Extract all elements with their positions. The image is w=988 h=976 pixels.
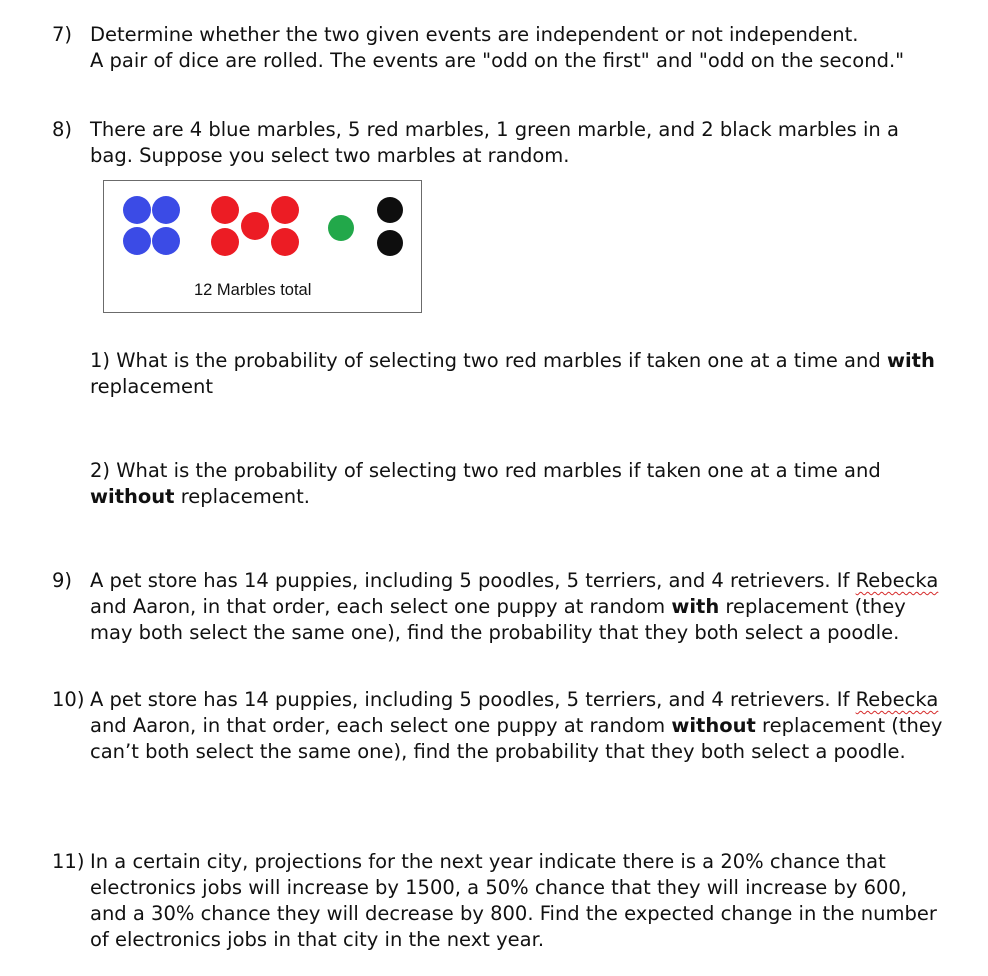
marbles-illustration	[103, 180, 422, 313]
black-marble	[377, 197, 403, 223]
question-text	[90, 484, 970, 510]
question-9	[52, 568, 962, 646]
question-text: electronics jobs will increase by 1500, a 50% chance that they will increase by 600,	[90, 876, 908, 899]
question-number: 8)	[52, 118, 73, 141]
red-marble	[271, 228, 299, 256]
question-7	[52, 22, 962, 74]
spellcheck-word: Rebecka	[855, 569, 939, 592]
question-number: 11)	[52, 850, 85, 873]
blue-marble	[123, 227, 151, 255]
question-number: 7)	[52, 23, 73, 46]
question-text	[90, 568, 962, 594]
question-text-part: A pet store has 14 puppies, including 5 poodles, 5 terriers, and 4 retrievers. If	[90, 688, 856, 711]
question-text: There are 4 blue marbles, 5 red marbles, 1 green marble, and 2 black marbles in a	[90, 118, 899, 141]
question-text	[90, 713, 962, 739]
question-10	[52, 687, 962, 765]
emphasis-text: with	[671, 595, 720, 618]
question-text: may both select the same one), find the probability that they both select a poodle.	[90, 621, 900, 644]
question-text-part: and Aaron, in that order, each select one puppy at random	[90, 595, 672, 618]
question-text: In a certain city, projections for the next year indicate there is a 20% chance that	[90, 850, 886, 873]
sub-question-text: replacement.	[174, 485, 310, 508]
question-text: replacement	[90, 375, 214, 398]
question-number: 10)	[52, 688, 85, 711]
question-text: 2) What is the probability of selecting two red marbles if taken one at a time and	[90, 459, 881, 482]
blue-marble	[152, 196, 180, 224]
question-text: can’t both select the same one), find the probability that they both select a poodle.	[90, 740, 906, 763]
question-text-part: and Aaron, in that order, each select one puppy at random	[90, 714, 672, 737]
question-text: bag. Suppose you select two marbles at random.	[90, 144, 570, 167]
question-11	[52, 849, 962, 953]
question-text	[90, 687, 962, 713]
emphasis-text: without	[90, 485, 175, 508]
question-text	[90, 348, 970, 374]
question-number: 9)	[52, 569, 73, 592]
red-marble	[241, 212, 269, 240]
spellcheck-word: Rebecka	[855, 688, 939, 711]
question-text-part: A pet store has 14 puppies, including 5 poodles, 5 terriers, and 4 retrievers. If	[90, 569, 856, 592]
black-marble	[377, 230, 403, 256]
red-marble	[211, 228, 239, 256]
question-text: Determine whether the two given events are independent or not independent.	[90, 23, 859, 46]
question-text: and a 30% chance they will decrease by 800. Find the expected change in the number	[90, 902, 937, 925]
sub-question-text: 1) What is the probability of selecting two red marbles if taken one at a time and	[90, 349, 887, 372]
question-8	[52, 117, 962, 169]
green-marble	[328, 215, 354, 241]
blue-marble	[152, 227, 180, 255]
red-marble	[271, 196, 299, 224]
question-text: A pair of dice are rolled. The events are "odd on the first" and "odd on the second."	[90, 49, 905, 72]
question-text-part: replacement (they	[719, 595, 906, 618]
question-text: of electronics jobs in that city in the next year.	[90, 928, 545, 951]
sub-question-1	[90, 348, 970, 400]
emphasis-text: with	[886, 349, 935, 372]
sub-question-2	[90, 458, 970, 510]
emphasis-text: without	[671, 714, 756, 737]
question-text	[90, 594, 962, 620]
question-text-part: replacement (they	[755, 714, 943, 737]
image-caption: 12 Marbles total	[194, 281, 312, 299]
blue-marble	[123, 196, 151, 224]
red-marble	[211, 196, 239, 224]
